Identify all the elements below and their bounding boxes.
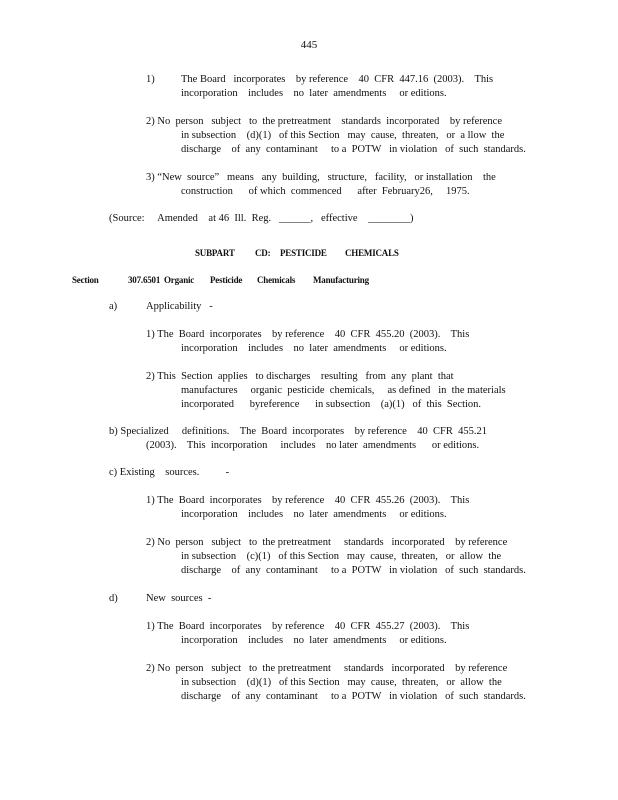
- paragraph-line: b) Specialized definitions. The Board incorporates by reference 40 CFR 455.21: [109, 426, 488, 437]
- subpart-heading-part: SUBPART: [195, 248, 235, 258]
- page-number: 445: [300, 39, 318, 51]
- paragraph-line: (2003). This incorporation includes no later amendments or editions.: [146, 440, 480, 451]
- paragraph-line: in subsection (d)(1) of this Section may cause, threaten, or allow the: [181, 677, 502, 688]
- paragraph-line: 2) This Section applies to discharges resulting from any plant that: [146, 371, 454, 382]
- paragraph-line: incorporation includes no later amendments or editions.: [181, 635, 447, 646]
- item-label: 1): [146, 74, 155, 85]
- section-title-word: Manufacturing: [313, 275, 369, 285]
- paragraph-line: incorporated byreference in subsection (a)(1) of this Section.: [181, 399, 482, 410]
- section-number: 307.6501: [128, 275, 161, 285]
- subsection-label: a): [109, 301, 118, 312]
- paragraph-line: The Board incorporates by reference 40 CFR 447.16 (2003). This: [181, 74, 494, 85]
- paragraph-line: incorporation includes no later amendments or editions.: [181, 343, 447, 354]
- paragraph-line: discharge of any contaminant to a POTW in violation of such standards.: [181, 144, 526, 155]
- subsection-title: c) Existing sources. -: [109, 467, 230, 478]
- section-title-word: Organic: [164, 275, 195, 285]
- paragraph-line: in subsection (c)(1) of this Section may cause, threaten, or allow the: [181, 551, 502, 562]
- subpart-heading-part: CD:: [255, 248, 271, 258]
- paragraph-line: in subsection (d)(1) of this Section may cause, threaten, or a llow the: [181, 130, 505, 141]
- paragraph-line: 2) No person subject to the pretreatment standards incorporated by reference: [146, 537, 508, 548]
- source-note: (Source: Amended at 46 Ill. Reg. ______, effective ________): [109, 213, 414, 224]
- section-title-word: Chemicals: [257, 275, 296, 285]
- paragraph-line: incorporation includes no later amendments or editions.: [181, 509, 447, 520]
- subpart-heading-part: PESTICIDE: [280, 248, 327, 258]
- subsection-title: New sources -: [146, 593, 212, 604]
- subpart-heading-part: CHEMICALS: [345, 248, 399, 258]
- paragraph-line: 1) The Board incorporates by reference 40 CFR 455.27 (2003). This: [146, 621, 470, 632]
- subsection-label: d): [109, 593, 118, 604]
- paragraph-line: 2) No person subject to the pretreatment standards incorporated by reference: [146, 116, 502, 127]
- section-title-word: Pesticide: [210, 275, 243, 285]
- paragraph-line: discharge of any contaminant to a POTW in violation of such standards.: [181, 565, 526, 576]
- paragraph-line: manufactures organic pesticide chemicals, as defined in the materials: [181, 385, 506, 396]
- section-label: Section: [72, 275, 99, 285]
- paragraph-line: 1) The Board incorporates by reference 40 CFR 455.20 (2003). This: [146, 329, 470, 340]
- paragraph-line: 1) The Board incorporates by reference 40 CFR 455.26 (2003). This: [146, 495, 470, 506]
- paragraph-line: 2) No person subject to the pretreatment standards incorporated by reference: [146, 663, 508, 674]
- paragraph-line: incorporation includes no later amendments or editions.: [181, 88, 447, 99]
- paragraph-line: discharge of any contaminant to a POTW in violation of such standards.: [181, 691, 526, 702]
- subsection-title: Applicability -: [146, 301, 213, 312]
- paragraph-line: 3) “New source” means any building, structure, facility, or installation the: [146, 172, 496, 183]
- paragraph-line: construction of which commenced after February26, 1975.: [181, 186, 470, 197]
